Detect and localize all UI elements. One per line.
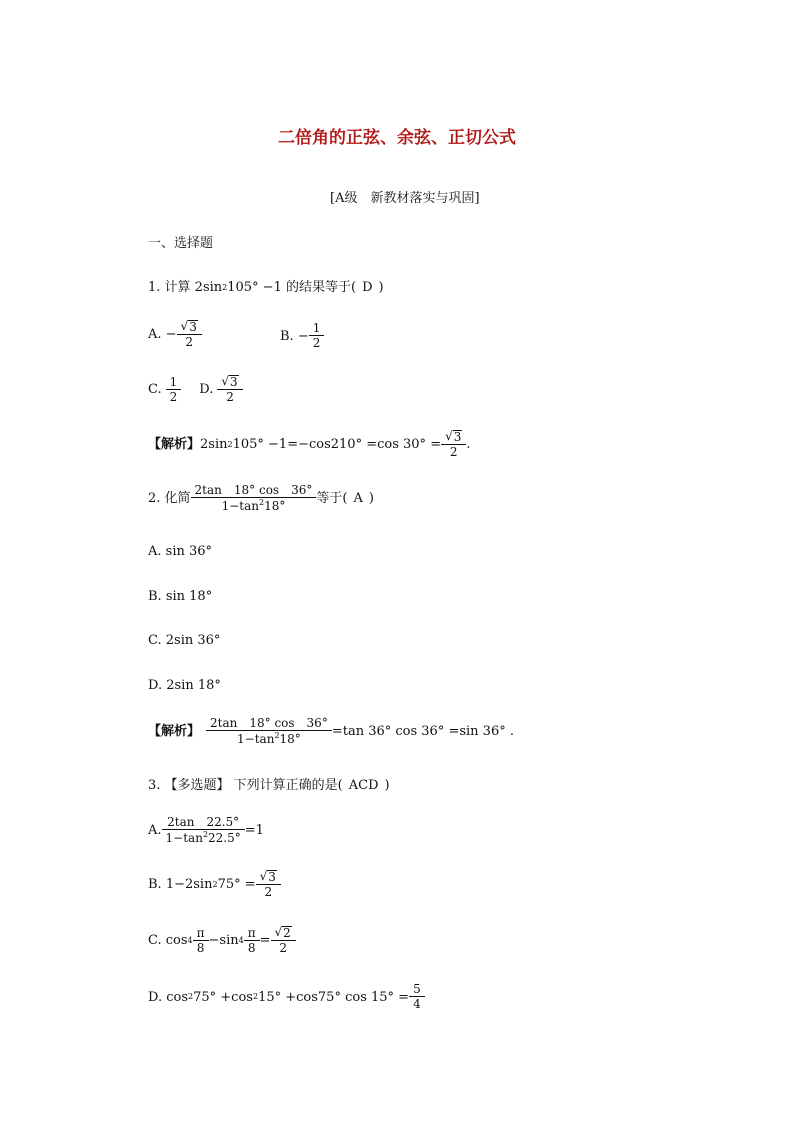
q3-option-c-num: 2 xyxy=(283,926,291,940)
q1-exp-num: 3 xyxy=(453,430,462,444)
q2-exp-den-sup: 2 xyxy=(274,731,280,741)
q2-explanation-tag: 【解析】 xyxy=(148,724,201,740)
q3-option-c-sup1: 4 xyxy=(187,935,193,945)
q1-option-b-label: B. − xyxy=(280,328,309,344)
q3-option-c-den: 2 xyxy=(271,940,296,955)
page-title: 二倍角的正弦、余弦、正切公式 xyxy=(278,128,516,148)
q1-exp-pre: 2sin xyxy=(200,437,228,453)
q3-option-a-den-post: 22.5° xyxy=(208,831,241,846)
q1-option-d-label: D. xyxy=(199,382,214,398)
q2-exp-den xyxy=(206,730,332,746)
q1-option-b xyxy=(280,322,324,350)
q3-option-d-mid1: 75° +cos xyxy=(193,989,253,1005)
q3-option-c-frac1 xyxy=(195,927,207,955)
q3-option-b-num: 3 xyxy=(268,870,276,884)
q1-option-a-num: 3 xyxy=(189,320,197,334)
q3-option-d-sup2: 2 xyxy=(252,992,259,1002)
q1-option-c-fraction xyxy=(168,376,180,404)
q3-option-c-frac1-den: 8 xyxy=(193,940,209,955)
q2-fraction xyxy=(193,484,315,513)
q2-den-sup: 2 xyxy=(258,498,265,508)
q3-option-a-label: A. xyxy=(148,823,162,839)
q1-option-b-den: 2 xyxy=(309,335,325,350)
q3-option-a-fraction xyxy=(164,816,243,845)
q2-exp-den-post: 18° xyxy=(279,732,301,747)
q3-option-d-num: 5 xyxy=(413,982,421,996)
q2-den-post: 18° xyxy=(264,499,286,514)
section-heading: 一、选择题 xyxy=(148,236,214,251)
q1-option-a-fraction: √ 3 2 xyxy=(179,320,200,349)
q2-close: ) xyxy=(368,491,374,507)
q2-stem xyxy=(148,484,374,513)
q3-option-b-den: 2 xyxy=(256,884,281,899)
q1-option-c-label: C. xyxy=(148,382,162,398)
q3-option-d-pre: D. cos xyxy=(148,989,189,1005)
q3-option-c-frac2-den: 8 xyxy=(244,940,260,955)
q3-option-b-mid: 75° = xyxy=(217,877,256,893)
q1-option-a-den: 2 xyxy=(177,334,202,349)
q2-answer: A xyxy=(353,491,363,507)
q1-stem-text: 1. 计算 2sin xyxy=(148,280,223,295)
q3-option-c-frac3: √ 2 2 xyxy=(273,926,294,955)
q3-option-b xyxy=(148,870,281,899)
q3-answer: ACD xyxy=(348,778,379,793)
q1-option-b-fraction xyxy=(311,322,323,350)
q2-den xyxy=(191,497,317,513)
q3-option-c xyxy=(148,926,296,955)
q3-option-a-den-pre: 1−tan xyxy=(165,831,203,846)
q3-option-d-fraction xyxy=(411,983,423,1011)
q1-option-d-fraction: √ 3 2 xyxy=(219,375,240,404)
q1-exp-end: . xyxy=(466,437,471,453)
q1-stem-mid: 105° −1 的结果等于( xyxy=(227,280,357,295)
q3-option-a xyxy=(148,816,264,845)
q2-exp-den-pre: 1−tan xyxy=(237,732,275,747)
q3-option-d-sup1: 2 xyxy=(188,992,194,1002)
q2-exp-num: 2tan 18° cos 36° xyxy=(210,716,328,730)
q3-option-c-sup2: 4 xyxy=(238,935,244,945)
q3-close: ) xyxy=(384,778,390,793)
q1-sup: 2 xyxy=(222,282,228,292)
q1-option-c-num: 1 xyxy=(169,374,178,389)
q3-option-d-den: 4 xyxy=(409,996,425,1011)
q1-exp-mid: 105° −1=−cos210° =cos 30° = xyxy=(232,437,442,453)
level-subtitle: [A级 新教材落实与巩固] xyxy=(330,191,480,206)
q1-explanation xyxy=(148,430,471,459)
q2-exp-fraction xyxy=(208,717,330,746)
q3-option-a-num: 2tan 22.5° xyxy=(167,815,240,829)
q3-option-c-mid: −sin xyxy=(208,933,239,949)
q3-option-a-tail: =1 xyxy=(244,823,264,839)
q2-option-b: B. sin 18° xyxy=(148,589,213,604)
q1-explanation-tag: 【解析】 xyxy=(148,437,201,453)
q2-label: 2. 化简 xyxy=(148,491,191,507)
q1-option-d-den: 2 xyxy=(217,389,242,404)
q2-exp-tail: =tan 36° cos 36° =sin 36° . xyxy=(331,724,514,740)
q1-option-b-num: 1 xyxy=(312,321,321,335)
q3-option-c-frac2-num: π xyxy=(247,925,256,940)
q1-exp-fraction: √ 3 2 xyxy=(443,430,464,459)
q3-option-c-pre: C. cos xyxy=(148,933,188,949)
q1-option-d-num: 3 xyxy=(230,375,238,389)
q3-option-c-eq: = xyxy=(259,933,271,949)
q2-option-a: A. sin 36° xyxy=(148,544,213,559)
q1-option-cd xyxy=(148,375,243,404)
q2-option-d: D. 2sin 18° xyxy=(148,678,221,693)
q3-option-b-fraction: √ 3 2 xyxy=(258,870,279,899)
q1-option-c-den: 2 xyxy=(166,389,182,404)
q3-option-c-frac2 xyxy=(246,927,258,955)
q1-exp-den: 2 xyxy=(441,444,466,459)
q2-num: 2tan 18° cos 36° xyxy=(194,483,313,497)
q3-stem xyxy=(148,779,390,792)
q3-option-a-den xyxy=(162,829,245,845)
q3-option-b-sup: 2 xyxy=(212,879,218,889)
q3-option-d xyxy=(148,983,425,1011)
q2-den-pre: 1−tan xyxy=(221,499,259,514)
q2-explanation xyxy=(148,717,514,746)
q1-answer: D xyxy=(362,280,373,295)
q1-exp-sup: 2 xyxy=(227,439,233,449)
q1-option-a xyxy=(148,320,202,349)
q1-close: ) xyxy=(378,280,384,295)
q3-option-b-pre: B. 1−2sin xyxy=(148,877,213,893)
q3-label: 3. 【多选题】 下列计算正确的是( xyxy=(148,778,343,793)
q3-option-d-mid2: 15° +cos75° cos 15° = xyxy=(258,989,410,1005)
q1-option-a-label: A. − xyxy=(148,327,177,343)
q2-option-c: C. 2sin 36° xyxy=(148,633,221,648)
q3-option-c-frac1-num: π xyxy=(196,925,205,940)
q3-option-a-den-sup: 2 xyxy=(202,830,209,840)
q2-tail: 等于( xyxy=(316,491,348,507)
q1-stem xyxy=(148,281,384,294)
